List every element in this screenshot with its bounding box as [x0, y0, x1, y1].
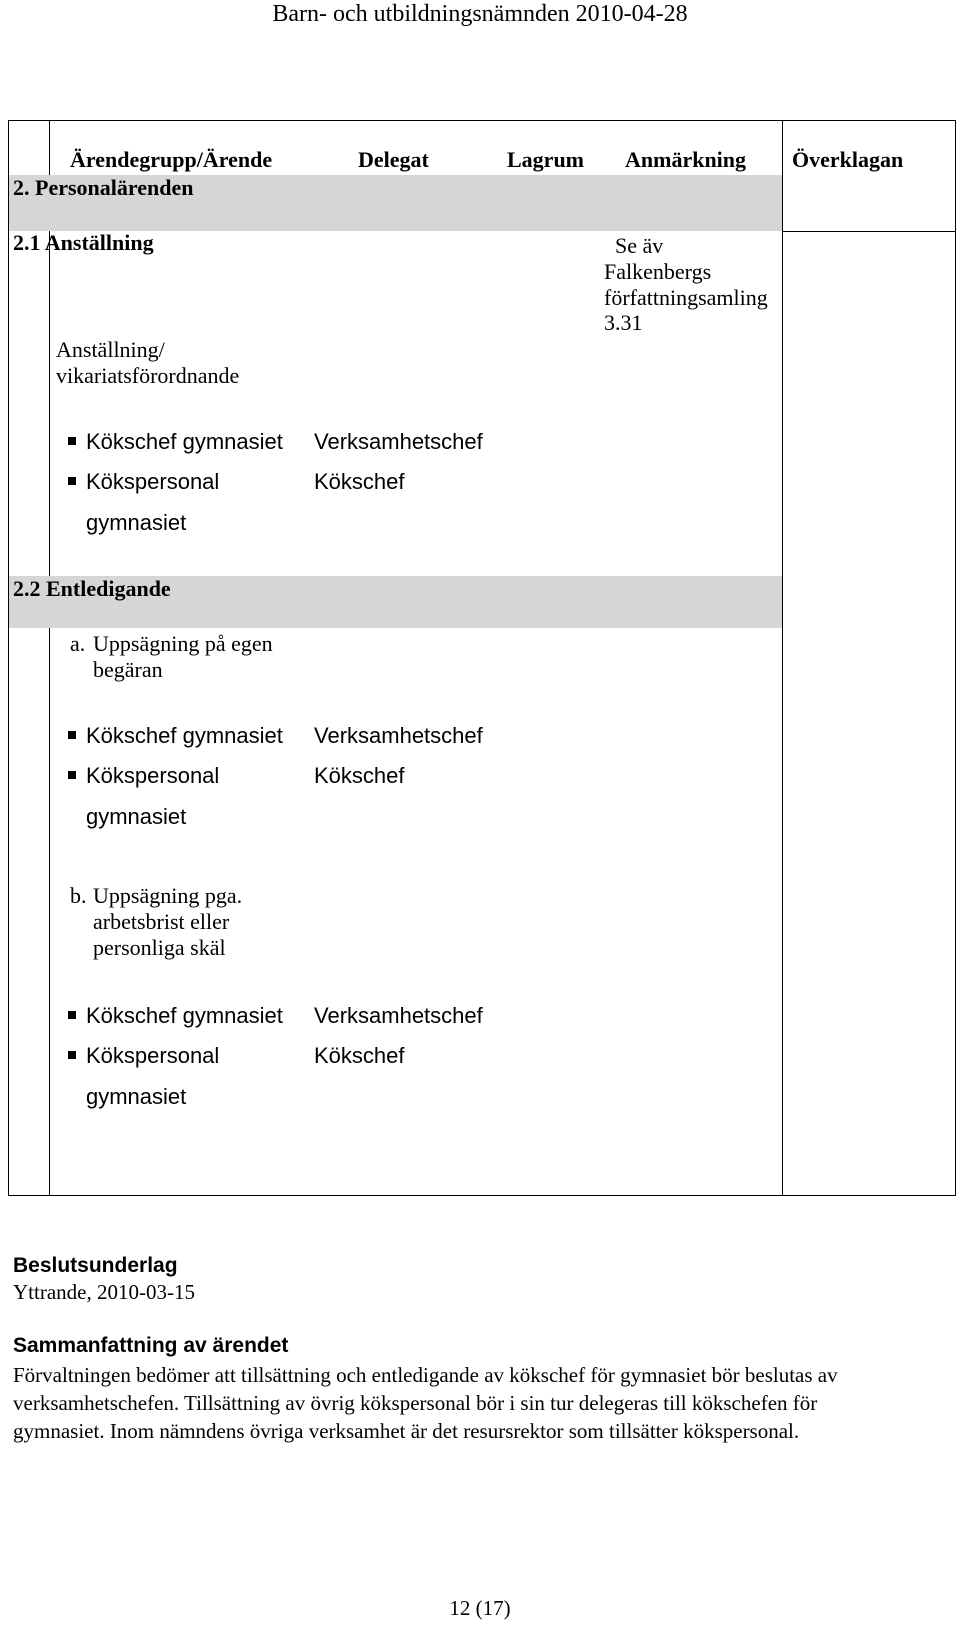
list-item: gymnasiet: [86, 804, 187, 829]
delegate-text: Verksamhetschef: [314, 723, 483, 748]
bullet-icon: [68, 731, 76, 739]
delegate-text: Verksamhetschef: [314, 1003, 483, 1028]
case-label: a.: [70, 631, 86, 656]
section-title-personalarenden: 2. Personalärenden: [13, 175, 194, 200]
case-text: personliga skäl: [93, 935, 226, 960]
remark-line: Se äv: [615, 233, 664, 258]
remark-line: 3.31: [604, 310, 643, 335]
page-number: 12 (17): [449, 1596, 511, 1620]
list-item: Kökschef gymnasiet: [86, 1003, 283, 1028]
bullet-icon: [68, 1011, 76, 1019]
case-text: begäran: [93, 657, 163, 682]
bullet-icon: [68, 771, 76, 779]
list-item: Kökspersonal: [86, 1043, 220, 1068]
delegate-text: Kökschef: [314, 469, 405, 494]
column-divider: [782, 120, 783, 1196]
case-text: Anställning/: [56, 337, 165, 362]
column-header-overklagan: Överklagan: [792, 147, 904, 172]
column-divider: [49, 628, 50, 1196]
remark-line: Falkenbergs: [604, 259, 712, 284]
column-header-lagrum: Lagrum: [507, 147, 584, 172]
remark-line: författningsamling: [604, 285, 768, 310]
list-item: Kökspersonal: [86, 469, 220, 494]
delegate-text: Kökschef: [314, 763, 405, 788]
bullet-icon: [68, 1051, 76, 1059]
case-text: Uppsägning på egen: [93, 631, 273, 656]
case-label: b.: [70, 883, 87, 908]
list-item: Kökspersonal: [86, 763, 220, 788]
bullet-icon: [68, 477, 76, 485]
page-header: Barn- och utbildningsnämnden 2010-04-28: [272, 1, 688, 27]
sammanfattning-line: verksamhetschefen. Tillsättning av övrig kökspersonal bör i sin tur delegeras till kökschefen för: [13, 1391, 818, 1415]
column-header-anmarkning: Anmärkning: [625, 147, 747, 172]
row-divider: [782, 231, 956, 232]
column-header-arendegrupp: Ärendegrupp/Ärende: [70, 147, 273, 172]
list-item: Kökschef gymnasiet: [86, 723, 283, 748]
column-divider: [49, 120, 50, 175]
section-title-anstallning: 2.1 Anställning: [13, 230, 154, 255]
list-item: gymnasiet: [86, 510, 187, 535]
column-header-delegat: Delegat: [358, 147, 429, 172]
case-text: vikariatsförordnande: [56, 363, 240, 388]
bullet-icon: [68, 437, 76, 445]
delegate-text: Verksamhetschef: [314, 429, 483, 454]
sammanfattning-line: gymnasiet. Inom nämndens övriga verksamhet är det resursrektor som tillsätter kökspersonal.: [13, 1419, 800, 1443]
beslutsunderlag-heading: Beslutsunderlag: [13, 1254, 178, 1277]
case-text: Uppsägning pga.: [93, 883, 243, 908]
case-text: arbetsbrist eller: [93, 909, 230, 934]
list-item: Kökschef gymnasiet: [86, 429, 283, 454]
list-item: gymnasiet: [86, 1084, 187, 1109]
section-title-entledigande: 2.2 Entledigande: [13, 576, 171, 601]
sammanfattning-line: Förvaltningen bedömer att tillsättning och entledigande av kökschef för gymnasiet bör beslutas av: [13, 1363, 838, 1387]
column-divider: [49, 231, 50, 576]
beslutsunderlag-text: Yttrande, 2010-03-15: [13, 1280, 195, 1304]
delegate-text: Kökschef: [314, 1043, 405, 1068]
sammanfattning-heading: Sammanfattning av ärendet: [13, 1334, 289, 1357]
